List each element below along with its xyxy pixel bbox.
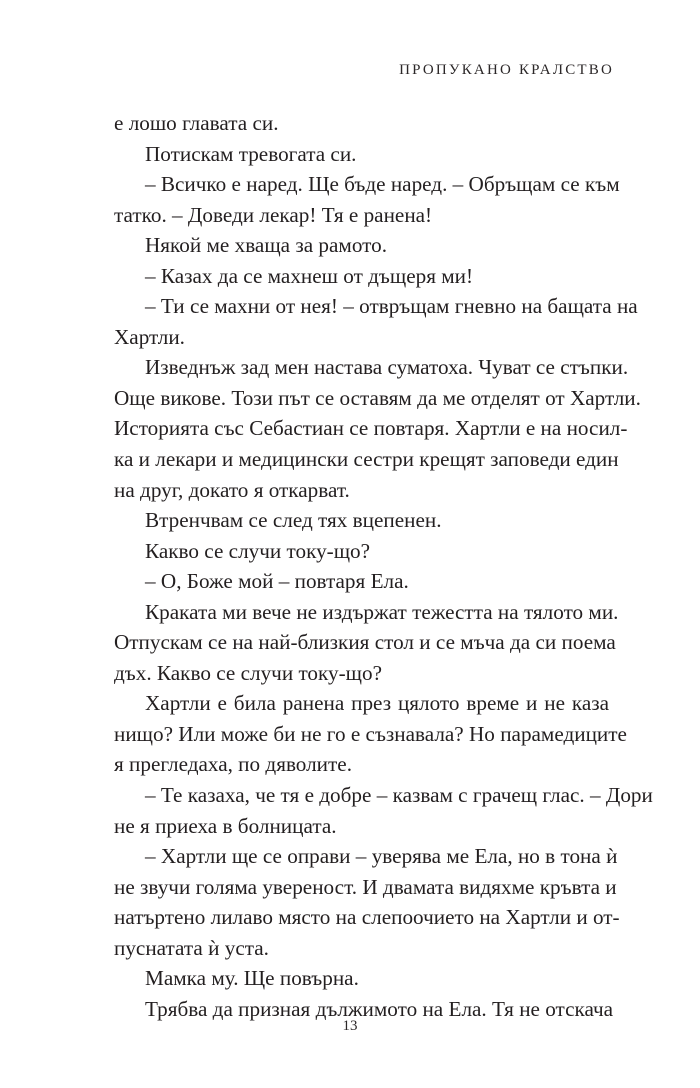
text-line: Втренчвам се след тях вцепенен. — [145, 508, 442, 533]
text-line: Хартли е била ранена през цялото време и не каза — [145, 691, 609, 716]
text-line: Историята със Себастиан се повтаря. Хартли е на носил- — [114, 416, 628, 441]
text-line: Хартли. — [114, 324, 185, 349]
text-line: Още викове. Този път се оставям да ме отделят от Хартли. — [114, 385, 641, 410]
text-line: – О, Боже мой – повтаря Ела. — [145, 569, 409, 594]
text-line: Трябва да призная дължимото на Ела. Тя не отскача — [145, 996, 614, 1021]
text-line: Някой ме хваща за рамото. — [145, 233, 387, 258]
text-line: – Казах да се махнеш от дъщеря ми! — [145, 263, 474, 288]
text-line: не звучи голяма увереност. И двамата видяхме кръвта и — [114, 874, 617, 899]
text-line: – Хартли ще се оправи – уверява ме Ела, но в тона ѝ — [145, 844, 618, 869]
text-line: дъх. Какво се случи току-що? — [114, 660, 382, 685]
text-line: Краката ми вече не издържат тежестта на тялото ми. — [145, 599, 619, 624]
text-line: – Всичко е наред. Ще бъде наред. – Обръщам се към — [145, 172, 620, 197]
text-line: Изведнъж зад мен настава суматоха. Чуват се стъпки. — [145, 355, 629, 380]
running-header-title: ПРОПУКАНО КРАЛСТВО — [399, 62, 614, 78]
text-line: нищо? Или може би не го е съзнавала? Но парамедиците — [114, 721, 627, 746]
text-line: я прегледаха, по дяволите. — [114, 752, 352, 777]
text-line: Отпускам се на най-близкия стол и се мъча да си поема — [114, 630, 616, 655]
body-text — [114, 108, 653, 1024]
text-line: татко. – Доведи лекар! Тя е ранена! — [114, 202, 433, 227]
text-line: не я приеха в болницата. — [114, 813, 337, 838]
text-line: Потискам тревогата си. — [145, 141, 357, 166]
text-line: Какво се случи току-що? — [145, 538, 371, 563]
text-line: – Ти се махни от нея! – отвръщам гневно на бащата на — [145, 294, 638, 319]
text-line: ка и лекари и медицински сестри крещят заповеди един — [114, 447, 619, 472]
page-number: 13 — [342, 1018, 358, 1034]
text-line: натъртено лилаво място на слепоочието на Хартли и от- — [114, 905, 620, 930]
text-line: е лошо главата си. — [114, 111, 279, 135]
text-line: на друг, докато я откарват. — [114, 477, 350, 502]
text-line: – Те казаха, че тя е добре – казвам с грачещ глас. – Дори — [145, 783, 653, 808]
text-line: Мамка му. Ще повърна. — [145, 966, 359, 991]
text-line: пуснатата ѝ уста. — [114, 935, 269, 960]
